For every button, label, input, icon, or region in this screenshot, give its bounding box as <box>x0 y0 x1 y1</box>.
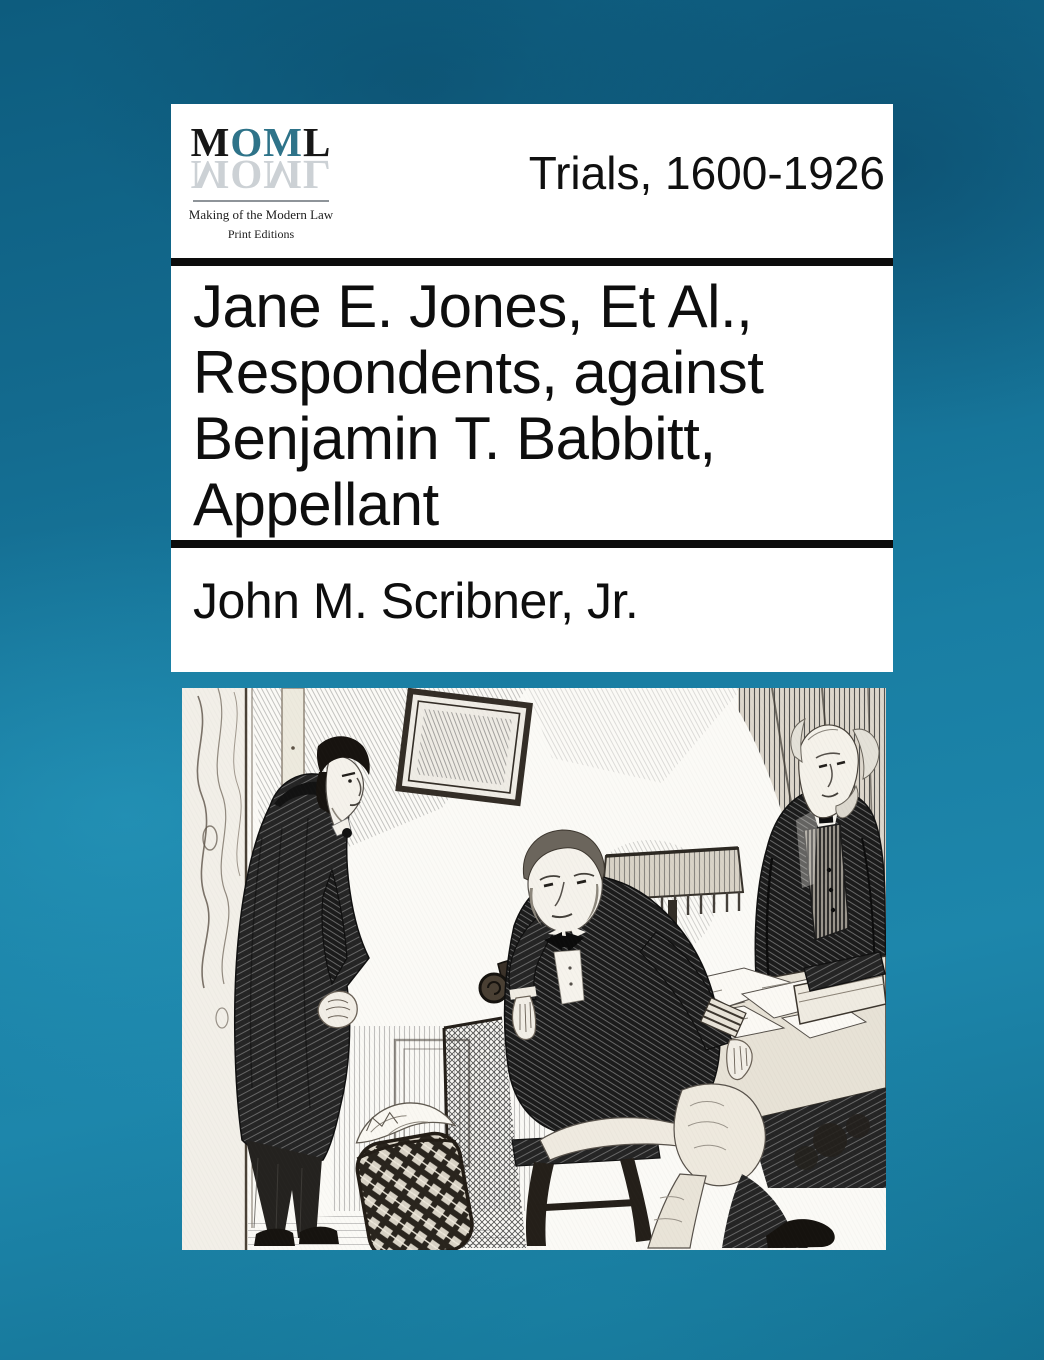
logo-subtagline: Print Editions <box>227 226 295 241</box>
logo-letter: M <box>263 119 303 165</box>
logo-letter: L <box>302 119 332 165</box>
logo-letter: M <box>190 119 231 165</box>
horizontal-rule-bottom <box>171 540 893 548</box>
logo-divider <box>193 200 329 202</box>
moml-wordmark-reflection: MOML <box>190 152 332 198</box>
series-title: Trials, 1600-1926 <box>528 147 885 199</box>
engraving-texture <box>182 688 886 1250</box>
logo-tagline: Making of the Modern Law <box>188 207 334 222</box>
book-author: John M. Scribner, Jr. <box>193 573 639 629</box>
moml-logo <box>185 119 337 242</box>
logo-letter: O <box>230 119 264 165</box>
horizontal-rule-top <box>171 258 893 266</box>
engraving-scene <box>182 688 886 1250</box>
title-panel <box>171 104 893 672</box>
cover-illustration <box>182 688 886 1250</box>
book-title: Jane E. Jones, Et Al., Respondents, against Benjamin T. Babbitt, Appellant <box>193 273 764 538</box>
